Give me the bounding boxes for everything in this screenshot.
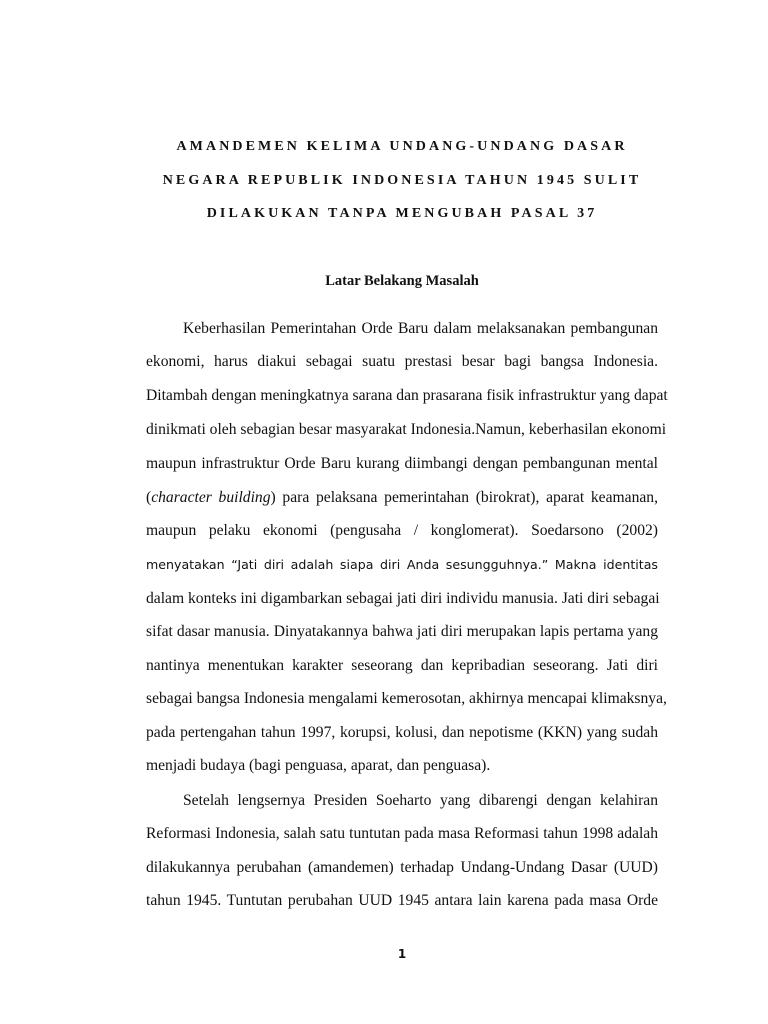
paragraph-line: Keberhasilan Pemerintahan Orde Baru dalam melaksanakan pembangunan (183, 320, 658, 337)
paragraph-text: ) para pelaksana pemerintahan (birokrat), aparat keamanan, (270, 489, 658, 506)
paragraph-line: Setelah lengsernya Presiden Soeharto yang dibarengi dengan kelahiran (183, 792, 658, 809)
paragraph-line: dilakukannya perubahan (amandemen) terhadap Undang-Undang Dasar (UUD) (146, 859, 658, 876)
paragraph-line: pada pertengahan tahun 1997, korupsi, kolusi, dan nepotisme (KKN) yang sudah (146, 724, 658, 741)
paragraph-line: Ditambah dengan meningkatnya sarana dan prasarana fisik infrastruktur yang dapat (146, 387, 668, 404)
paragraph-line: ekonomi, harus diakui sebagai suatu prestasi besar bagi bangsa Indonesia. (146, 353, 658, 370)
document-title-line-3: DILAKUKAN TANPA MENGUBAH PASAL 37 (206, 206, 598, 221)
italic-term: character building (151, 489, 271, 506)
paragraph-line: maupun infrastruktur Orde Baru kurang diimbangi dengan pembangunan mental (146, 455, 658, 472)
paragraph-line: sebagai bangsa Indonesia mengalami kemerosotan, akhirnya mencapai klimaksnya, (146, 690, 667, 707)
section-heading: Latar Belakang Masalah (325, 273, 479, 289)
page-number: 1 (397, 947, 407, 961)
paragraph-line: sifat dasar manusia. Dinyatakannya bahwa jati diri merupakan lapis pertama yang (146, 623, 658, 640)
document-title-line-2: NEGARA REPUBLIK INDONESIA TAHUN 1945 SULIT (162, 173, 642, 188)
paragraph-line: Reformasi Indonesia, salah satu tuntutan pada masa Reformasi tahun 1998 adalah (146, 825, 658, 842)
paragraph-line: tahun 1945. Tuntutan perubahan UUD 1945 antara lain karena pada masa Orde (146, 892, 658, 909)
paragraph-line: menjadi budaya (bagi penguasa, aparat, dan penguasa). (146, 757, 491, 774)
paragraph-line: nantinya menentukan karakter seseorang dan kepribadian seseorang. Jati diri (146, 657, 658, 674)
paragraph-line: maupun pelaku ekonomi (pengusaha / konglomerat). Soedarsono (2002) (146, 522, 658, 539)
paragraph-text: ( (146, 489, 152, 506)
paragraph-line: dinikmati oleh sebagian besar masyarakat Indonesia.Namun, keberhasilan ekonomi (146, 421, 667, 438)
paragraph-line: dalam konteks ini digambarkan sebagai jati diri individu manusia. Jati diri sebagai (146, 590, 660, 607)
paragraph-line-quote: menyatakan “Jati diri adalah siapa diri Anda sesungguhnya.” Makna identitas (146, 557, 658, 572)
paragraph-line (146, 488, 658, 508)
document-title-line-1: AMANDEMEN KELIMA UNDANG-UNDANG DASAR (176, 139, 628, 154)
